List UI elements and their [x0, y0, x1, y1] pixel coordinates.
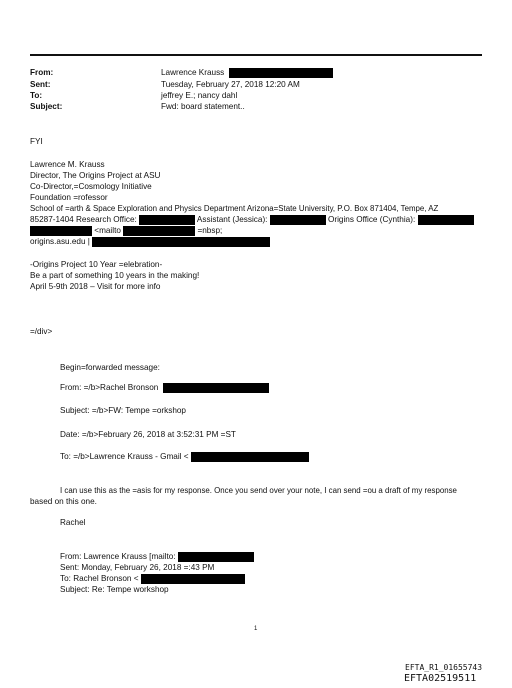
- from-value: [161, 68, 333, 78]
- forward-subject: Subject: =/b>FW: Tempe =orkshop: [60, 406, 186, 415]
- signature-address: School of =arth & Space Exploration and Physics Department Arizona=State University, P.O. Box 871404, Tempe, AZ: [30, 204, 439, 213]
- forward-from: [60, 383, 269, 393]
- quoted-sent: Sent: Monday, February 26, 2018 =:43 PM: [60, 563, 215, 572]
- fyi-text: FYI: [30, 137, 43, 146]
- from-name: Lawrence Krauss: [161, 68, 225, 77]
- signature-title: Director, The Origins Project at ASU: [30, 171, 161, 180]
- research-office-label: 85287-1404 Research Office:: [30, 215, 137, 224]
- message-paragraph-line-1: I can use this as the =asis for my response. Once you send over your note, I can send =ou a draft of my response: [60, 486, 457, 495]
- website-link[interactable]: origins.asu.edu |: [30, 237, 90, 246]
- redaction-box: [141, 574, 245, 584]
- quoted-from: [60, 552, 254, 562]
- to-value: jeffrey E.; nancy dahl: [161, 91, 238, 100]
- redaction-box: [92, 237, 270, 247]
- div-tag-text: =/div>: [30, 327, 53, 336]
- promo-line-3: April 5-9th 2018 – Visit for more info: [30, 282, 161, 291]
- quoted-from-text: From: Lawrence Krauss [mailto:: [60, 552, 176, 561]
- header-rule: [30, 54, 482, 56]
- redaction-box: [418, 215, 474, 225]
- mailto-text: <mailto: [94, 226, 121, 235]
- sent-label: Sent:: [30, 80, 51, 89]
- signoff-name: Rachel: [60, 518, 86, 527]
- forward-date: Date: =/b>February 26, 2018 at 3:52:31 PM =ST: [60, 430, 236, 439]
- forward-to-text: To: =/b>Lawrence Krauss - Gmail <: [60, 452, 189, 461]
- redaction-box: [178, 552, 254, 562]
- quoted-subject: Subject: Re: Tempe workshop: [60, 585, 169, 594]
- forward-begin: Begin=forwarded message:: [60, 363, 160, 372]
- signature-offices: [30, 215, 474, 225]
- redaction-box: [229, 68, 333, 78]
- subject-value: Fwd: board statement..: [161, 102, 245, 111]
- quoted-to: [60, 574, 245, 584]
- from-label: From:: [30, 68, 54, 77]
- message-paragraph-line-2: based on this one.: [30, 497, 97, 506]
- signature-foundation: Foundation =rofessor: [30, 193, 108, 202]
- signature-codirector: Co-Director,=Cosmology Initiative: [30, 182, 152, 191]
- redaction-box: [30, 226, 92, 236]
- to-label: To:: [30, 91, 43, 100]
- bates-stamp-primary: EFTA_R1_01655743: [405, 663, 483, 672]
- redaction-box: [270, 215, 326, 225]
- redaction-box: [123, 226, 195, 236]
- bates-stamp-secondary: EFTA02519511: [404, 673, 477, 684]
- origins-office-label: Origins Office (Cynthia):: [328, 215, 416, 224]
- signature-name: Lawrence M. Krauss: [30, 160, 105, 169]
- subject-label: Subject:: [30, 102, 63, 111]
- forward-from-text: From: =/b>Rachel Bronson: [60, 383, 159, 392]
- redaction-box: [139, 215, 195, 225]
- nbsp-text: =nbsp;: [197, 226, 223, 235]
- quoted-to-text: To: Rachel Bronson <: [60, 574, 139, 583]
- assistant-label: Assistant (Jessica):: [196, 215, 268, 224]
- forward-to: [60, 452, 309, 462]
- page-number: 1: [254, 626, 258, 632]
- redaction-box: [191, 452, 309, 462]
- signature-website: [30, 237, 270, 247]
- signature-mailto: [30, 226, 222, 236]
- promo-line-2: Be a part of something 10 years in the making!: [30, 271, 200, 280]
- promo-line-1: -Origins Project 10 Year =elebration-: [30, 260, 163, 269]
- sent-value: Tuesday, February 27, 2018 12:20 AM: [161, 80, 300, 89]
- redaction-box: [163, 383, 269, 393]
